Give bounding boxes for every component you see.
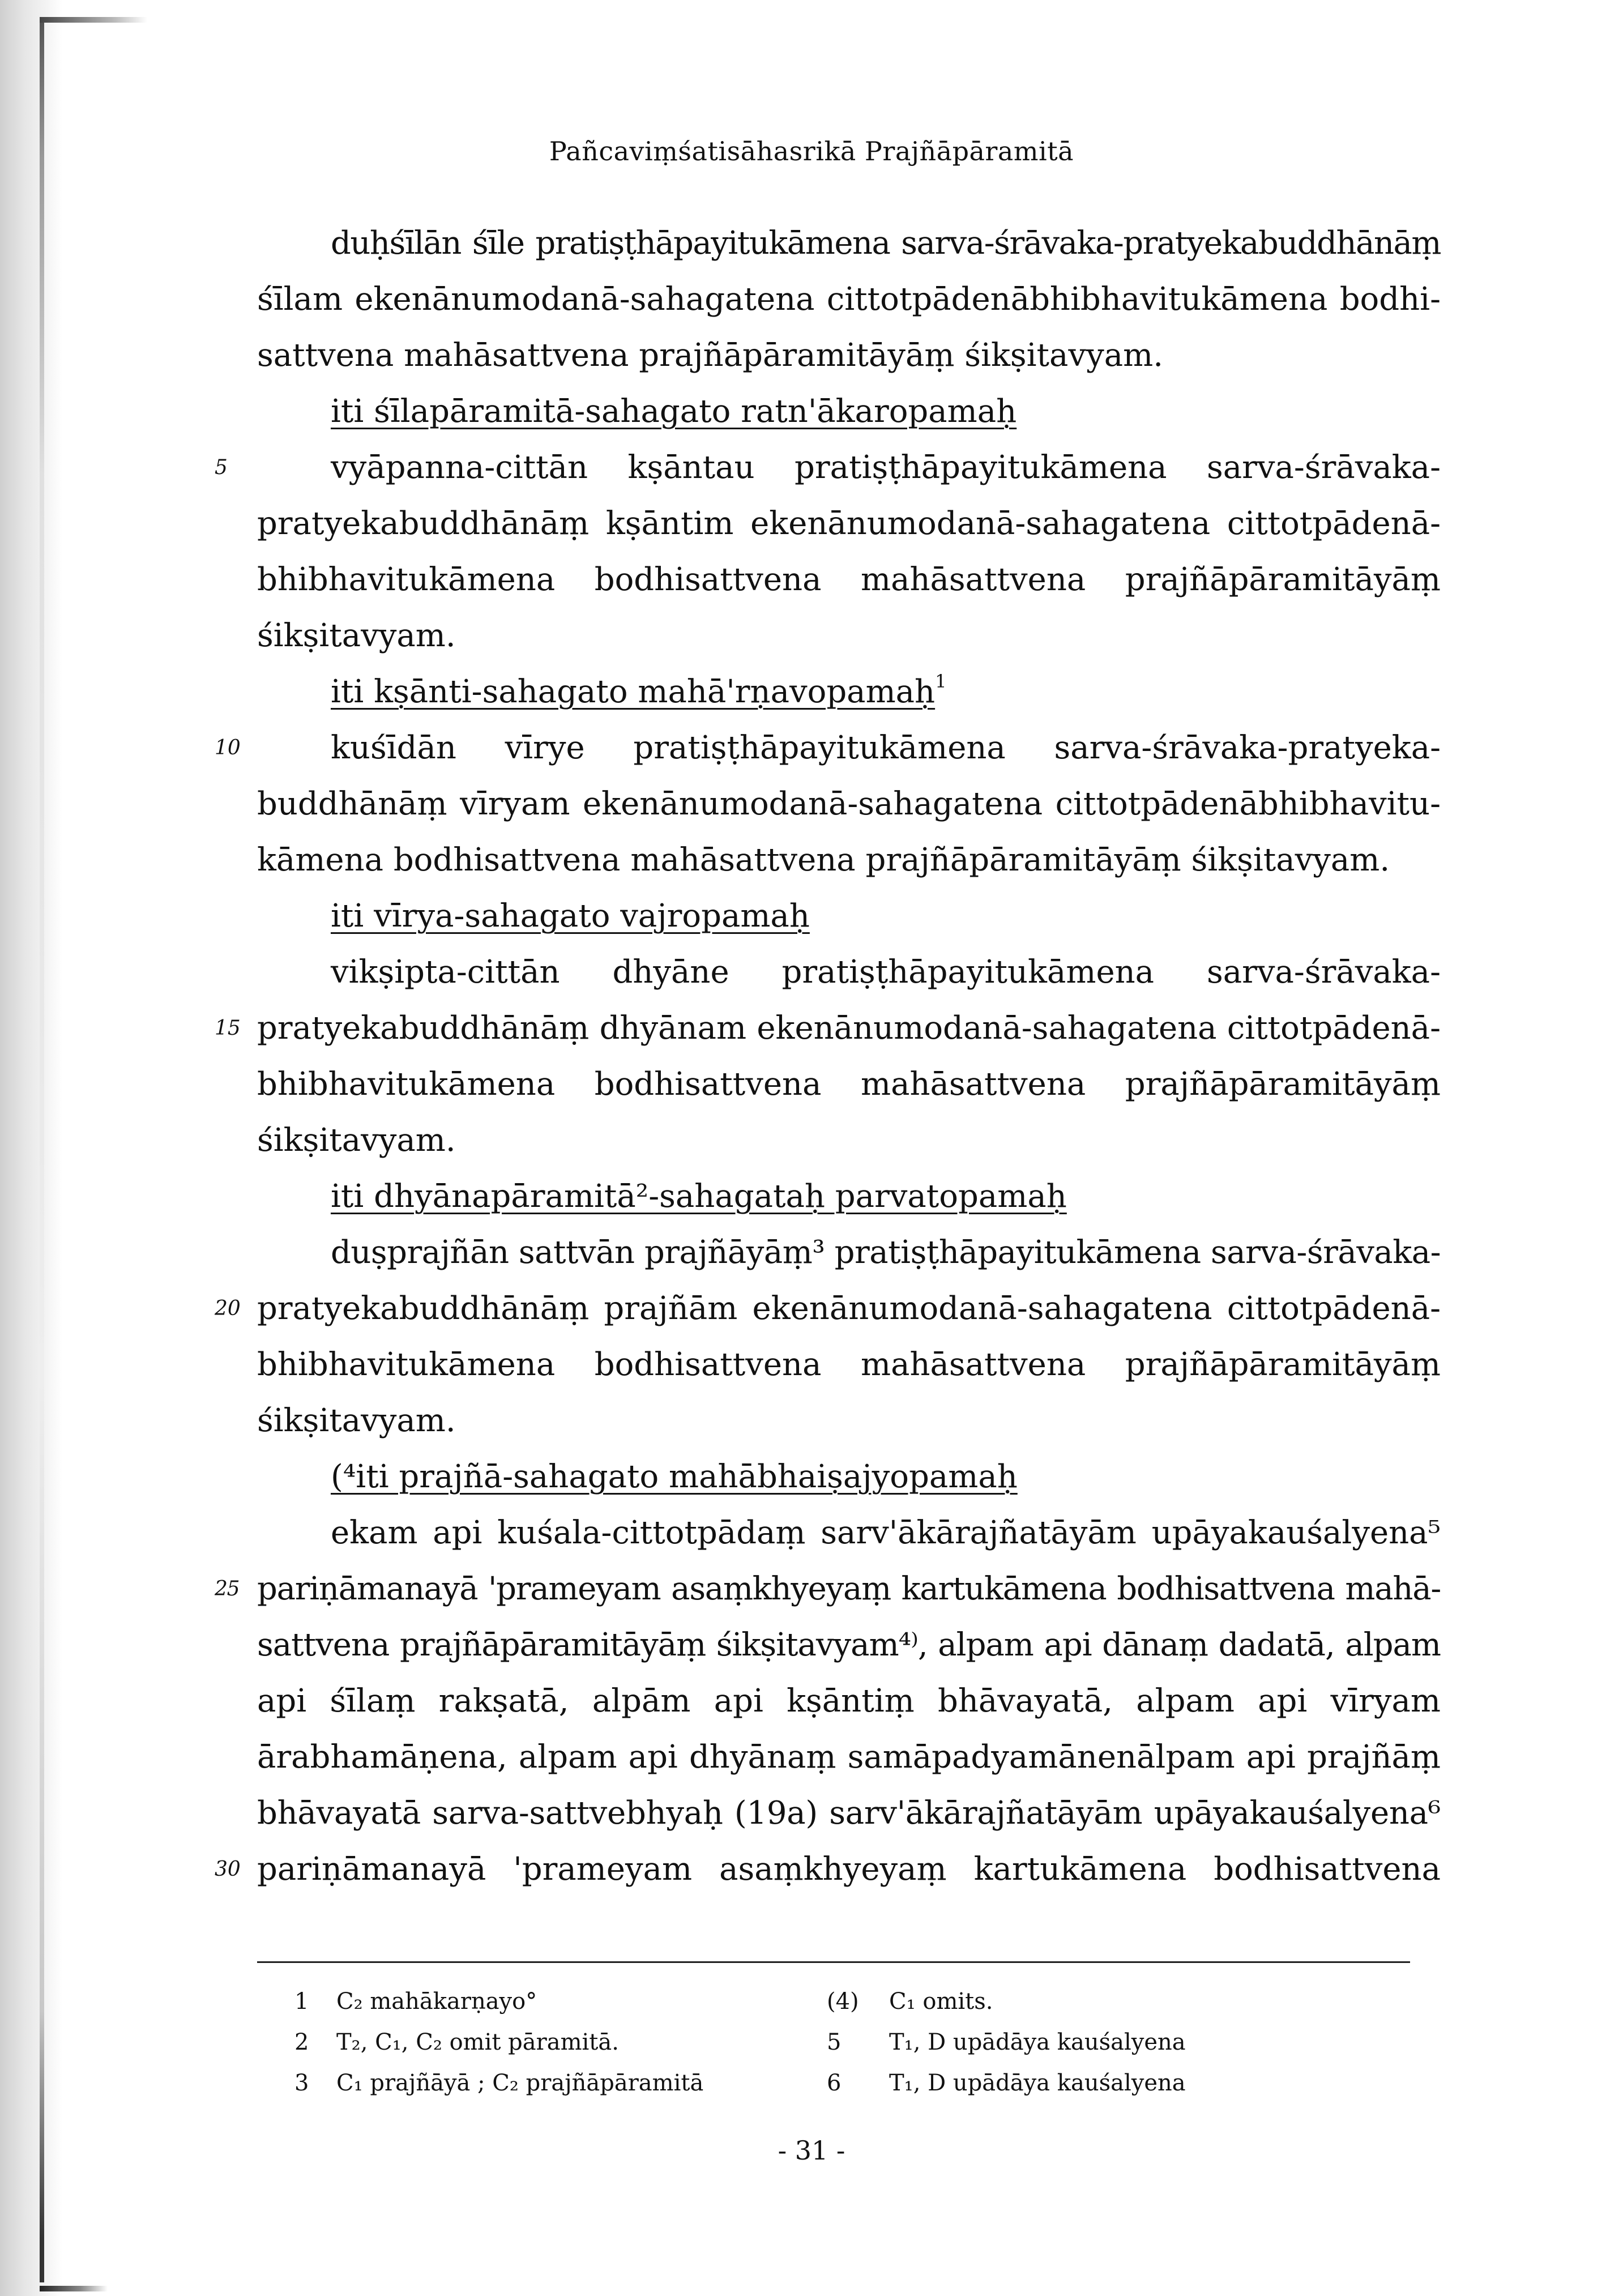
line-text: bhibhavitukāmena bodhisattvena mahāsattvena prajñāpāramitāyāṃ (257, 1066, 1441, 1103)
line-number: 15 (215, 1017, 241, 1040)
text-line (257, 1112, 1441, 1168)
text-line (257, 1505, 1441, 1561)
binding-edge-bottom (40, 2286, 108, 2291)
text-line (257, 327, 1441, 383)
footnote-number: (4) (827, 1988, 859, 2015)
line-text: pariṇāmanayā 'prameyam asaṃkhyeyaṃ kartukāmena bodhisattvena (257, 1851, 1441, 1888)
page-number: - 31 - (778, 2135, 845, 2166)
text-line (215, 1281, 1441, 1337)
footnote-text: C₁ prajñāyā ; C₂ prajñāpāramitā (336, 2070, 704, 2096)
footnote-number: 1 (294, 1988, 309, 2015)
line-text: duḥśīlān śīle pratiṣṭhāpayitukāmena sarva-śrāvaka-pratyekabuddhānāṃ (331, 225, 1441, 262)
scan-edge-shadow (0, 0, 62, 2296)
section-heading (257, 383, 1441, 439)
line-text: pratyekabuddhānāṃ kṣāntim ekenānumodanā-sahagatena cittotpādenā- (257, 505, 1441, 542)
heading-text: iti kṣānti-sahagato mahā'rṇavopamaḥ (331, 673, 936, 710)
footnote-number: 2 (294, 2029, 309, 2055)
line-text: duṣprajñān sattvān prajñāyāṃ³ pratiṣṭhāpayitukāmena sarva-śrāvaka- (331, 1234, 1441, 1271)
text-line (257, 496, 1441, 552)
footnote (827, 2063, 1186, 2103)
footnote-text: T₁, D upādāya kauśalyena (889, 2070, 1186, 2096)
text-line (257, 1224, 1441, 1281)
line-number: 30 (215, 1858, 241, 1881)
line-text: sattvena prajñāpāramitāyāṃ śikṣitavyam⁴⁾, alpam api dānaṃ dadatā, alpam (257, 1627, 1441, 1663)
text-line (257, 1785, 1441, 1841)
footnote-number: 3 (294, 2070, 309, 2096)
line-number: 20 (215, 1297, 241, 1320)
text-line (257, 832, 1441, 888)
main-text (215, 215, 1441, 1897)
heading-text: iti śīlapāramitā-sahagato ratn'ākaropamaḥ (331, 393, 1017, 430)
line-number: 25 (215, 1577, 240, 1601)
line-number: 10 (215, 736, 241, 759)
binding-edge-top (40, 17, 147, 23)
heading-text: iti dhyānapāramitā²-sahagataḥ parvatopamaḥ (331, 1178, 1067, 1215)
line-text: śikṣitavyam. (257, 1122, 456, 1159)
footnote-text: T₁, D upādāya kauśalyena (889, 2029, 1186, 2055)
footnote-rule (257, 1961, 1410, 1963)
line-text: ārabhamāṇena, alpam api dhyānaṃ samāpadyamānenālpam api prajñāṃ (257, 1739, 1441, 1776)
line-text: pratyekabuddhānāṃ dhyānam ekenānumodanā-sahagatena cittotpādenā- (257, 1010, 1441, 1047)
text-line (257, 552, 1441, 608)
text-line (257, 1673, 1441, 1729)
text-line (215, 439, 1441, 496)
line-text: pariṇāmanayā 'prameyam asaṃkhyeyaṃ kartukāmena bodhisattvena mahā- (257, 1571, 1441, 1607)
section-heading (257, 1168, 1441, 1224)
line-text: kuśīdān vīrye pratiṣṭhāpayitukāmena sarva-śrāvaka-pratyeka- (331, 729, 1441, 766)
footnote-number: 6 (827, 2070, 842, 2096)
footnote-text: C₂ mahākarṇayo° (336, 1988, 537, 2015)
footnote-text: T₂, C₁, C₂ omit pāramitā. (336, 2029, 619, 2055)
text-line (257, 1393, 1441, 1449)
text-line (257, 776, 1441, 832)
text-line (257, 608, 1441, 664)
footnote-number: 5 (827, 2029, 842, 2055)
line-text: sattvena mahāsattvena prajñāpāramitāyāṃ śikṣitavyam. (257, 337, 1163, 374)
section-heading (257, 888, 1441, 944)
text-line (257, 271, 1441, 327)
line-text: bhāvayatā sarva-sattvebhyaḥ (19a) sarv'ākārajñatāyām upāyakauśalyena⁶ (257, 1795, 1441, 1832)
text-line (215, 720, 1441, 776)
line-text: bhibhavitukāmena bodhisattvena mahāsattvena prajñāpāramitāyāṃ (257, 1346, 1441, 1383)
line-text: śikṣitavyam. (257, 1402, 456, 1439)
footnote-text: C₁ omits. (889, 1988, 993, 2015)
footnote-marker: 1 (935, 671, 947, 693)
text-line (215, 1000, 1441, 1056)
heading-text: (⁴iti prajñā-sahagato mahābhaiṣajyopamaḥ (331, 1458, 1018, 1495)
footnote (827, 1981, 993, 2022)
line-text: vyāpanna-cittān kṣāntau pratiṣṭhāpayitukāmena sarva-śrāvaka- (331, 449, 1441, 486)
line-text: vikṣipta-cittān dhyāne pratiṣṭhāpayitukāmena sarva-śrāvaka- (331, 954, 1441, 991)
footnote (294, 2022, 619, 2063)
line-text: pratyekabuddhānāṃ prajñām ekenānumodanā-sahagatena cittotpādenā- (257, 1290, 1441, 1327)
footnote (827, 2022, 1186, 2063)
line-text: api śīlaṃ rakṣatā, alpām api kṣāntiṃ bhāvayatā, alpam api vīryam (257, 1683, 1441, 1719)
text-line (257, 215, 1441, 271)
text-line (215, 1561, 1441, 1617)
line-text: kāmena bodhisattvena mahāsattvena prajñāpāramitāyāṃ śikṣitavyam. (257, 842, 1390, 878)
running-head: Pañcaviṃśatisāhasrikā Prajñāpāramitā (549, 136, 1074, 167)
text-line (257, 1056, 1441, 1112)
line-text: śikṣitavyam. (257, 617, 456, 654)
line-text: śīlam ekenānumodanā-sahagatena cittotpādenābhibhavitukāmena bodhi- (257, 281, 1441, 318)
line-text: ekam api kuśala-cittotpādaṃ sarv'ākārajñatāyām upāyakauśalyena⁵ (331, 1514, 1441, 1551)
footnote (294, 2063, 703, 2103)
text-line (257, 1729, 1441, 1785)
binding-edge (40, 23, 44, 2282)
text-line (257, 944, 1441, 1000)
text-line (257, 1617, 1441, 1673)
line-text: buddhānāṃ vīryam ekenānumodanā-sahagatena cittotpādenābhibhavitu- (257, 786, 1441, 822)
line-text: bhibhavitukāmena bodhisattvena mahāsattvena prajñāpāramitāyāṃ (257, 561, 1441, 598)
heading-text: iti vīrya-sahagato vajropamaḥ (331, 898, 810, 934)
section-heading (257, 664, 1441, 720)
footnote (294, 1981, 537, 2022)
text-line (215, 1841, 1441, 1897)
line-number: 5 (215, 456, 228, 479)
text-line (257, 1337, 1441, 1393)
section-heading (257, 1449, 1441, 1505)
